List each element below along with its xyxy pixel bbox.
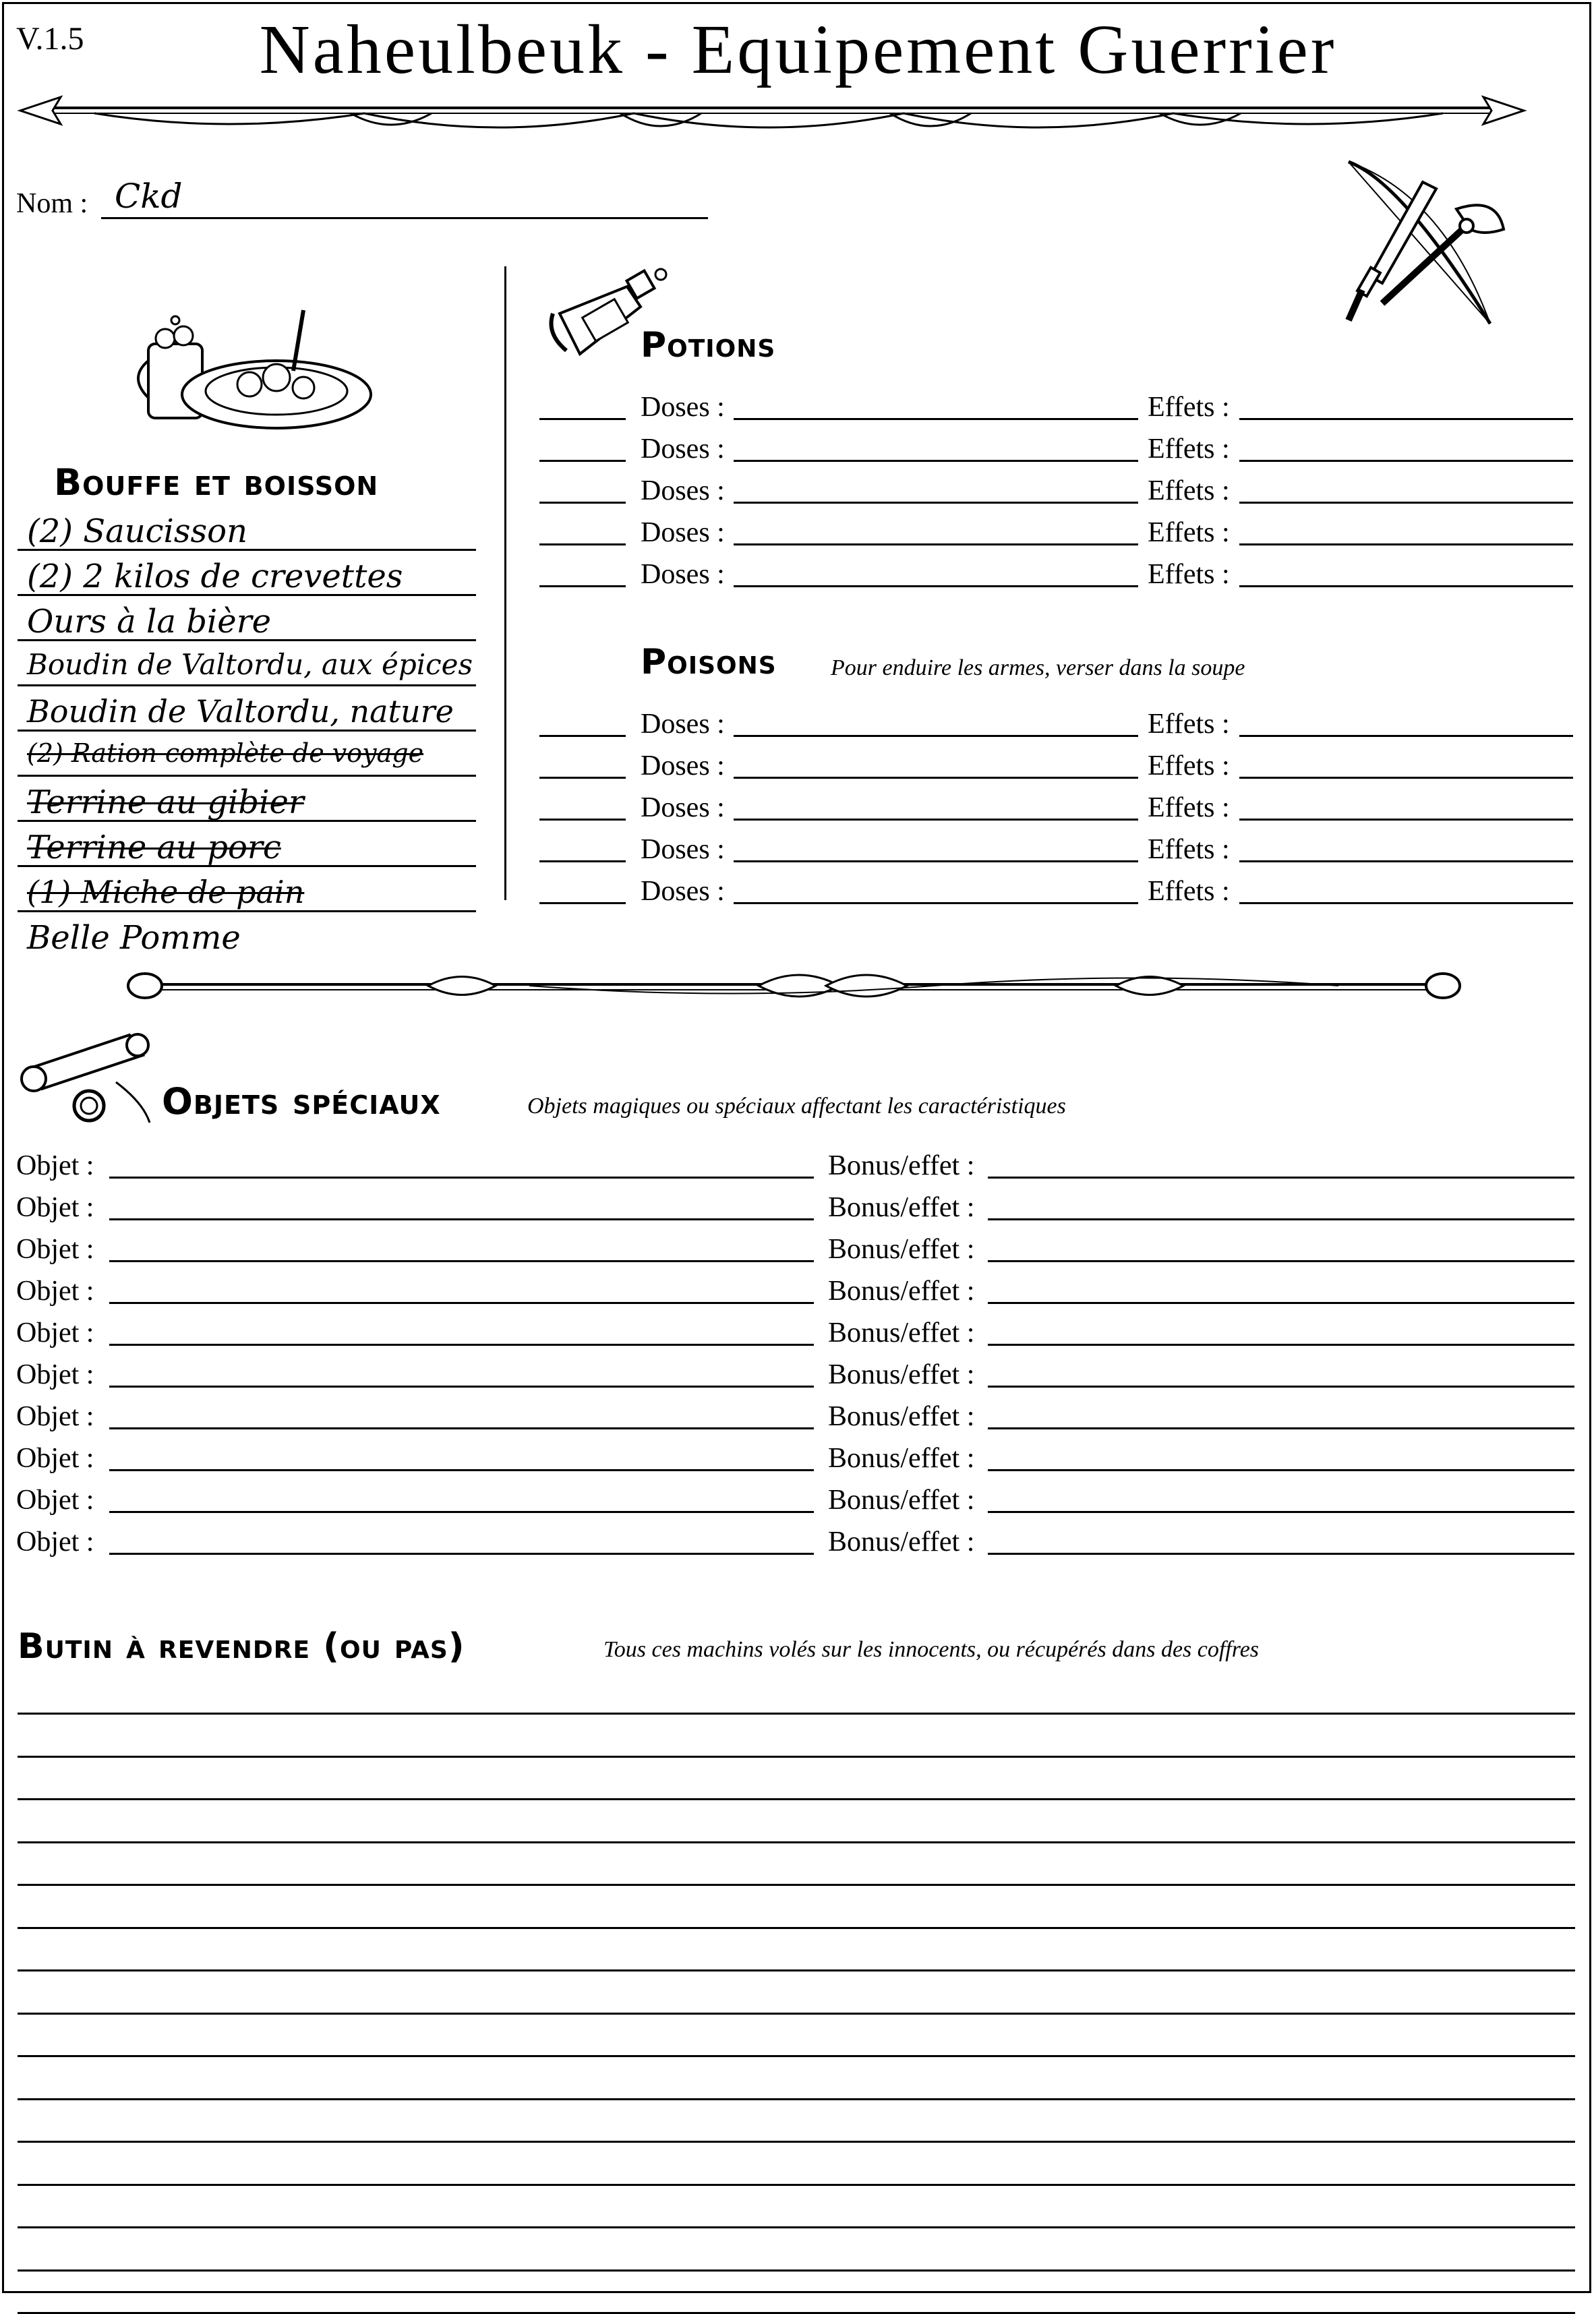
page-title: Naheulbeuk - Equipement Guerrier bbox=[259, 11, 1337, 88]
food-item-line bbox=[18, 865, 476, 867]
objet-label: Objet : bbox=[16, 1443, 94, 1474]
loot-line[interactable] bbox=[18, 2226, 1575, 2228]
doses-field[interactable] bbox=[734, 502, 1138, 504]
effets-label: Effets : bbox=[1148, 709, 1230, 740]
objet-field[interactable] bbox=[109, 1302, 814, 1304]
food-item-line bbox=[18, 594, 476, 596]
objet-field[interactable] bbox=[109, 1218, 814, 1220]
quantity-blank[interactable] bbox=[539, 777, 626, 779]
objet-field[interactable] bbox=[109, 1427, 814, 1429]
loot-line[interactable] bbox=[18, 1841, 1575, 1843]
food-title: Bouffe et boisson bbox=[54, 461, 379, 504]
bonus-label: Bonus/effet : bbox=[828, 1150, 975, 1181]
bonus-field[interactable] bbox=[988, 1218, 1574, 1220]
loot-line[interactable] bbox=[18, 2141, 1575, 2143]
loot-line[interactable] bbox=[18, 2013, 1575, 2015]
loot-line[interactable] bbox=[18, 2270, 1575, 2272]
bonus-label: Bonus/effet : bbox=[828, 1317, 975, 1348]
effets-field[interactable] bbox=[1239, 860, 1573, 862]
effets-label: Effets : bbox=[1148, 750, 1230, 781]
potions-title: Potions bbox=[641, 325, 776, 365]
scroll-ring-icon bbox=[15, 1028, 156, 1129]
quantity-blank[interactable] bbox=[539, 902, 626, 904]
bonus-field[interactable] bbox=[988, 1260, 1574, 1262]
food-item[interactable]: Terrine au gibier bbox=[27, 783, 304, 821]
food-item[interactable]: (2) 2 kilos de crevettes bbox=[27, 558, 403, 595]
food-item[interactable]: Terrine au porc bbox=[27, 829, 281, 866]
objet-field[interactable] bbox=[109, 1386, 814, 1388]
name-underline bbox=[101, 217, 708, 219]
effets-field[interactable] bbox=[1239, 418, 1573, 420]
loot-subtitle: Tous ces machins volés sur les innocents, ou récupérés dans des coffres bbox=[603, 1637, 1260, 1662]
loot-line[interactable] bbox=[18, 2184, 1575, 2186]
doses-label: Doses : bbox=[641, 559, 725, 590]
food-item[interactable]: Ours à la bière bbox=[27, 603, 272, 641]
special-title: Objets spéciaux bbox=[162, 1080, 441, 1123]
objet-field[interactable] bbox=[109, 1177, 814, 1179]
bonus-label: Bonus/effet : bbox=[828, 1192, 975, 1223]
objet-label: Objet : bbox=[16, 1526, 94, 1558]
doses-field[interactable] bbox=[734, 735, 1138, 737]
food-item-line bbox=[18, 549, 476, 551]
bonus-label: Bonus/effet : bbox=[828, 1276, 975, 1307]
bonus-label: Bonus/effet : bbox=[828, 1234, 975, 1265]
effets-field[interactable] bbox=[1239, 543, 1573, 545]
crossed-weapons-icon bbox=[1322, 155, 1524, 337]
bonus-label: Bonus/effet : bbox=[828, 1443, 975, 1474]
effets-label: Effets : bbox=[1148, 834, 1230, 865]
doses-field[interactable] bbox=[734, 418, 1138, 420]
spear-divider-icon bbox=[13, 88, 1531, 148]
bonus-label: Bonus/effet : bbox=[828, 1526, 975, 1558]
food-item-line bbox=[18, 639, 476, 641]
poisons-subtitle: Pour enduire les armes, verser dans la soupe bbox=[831, 655, 1245, 680]
effets-field[interactable] bbox=[1239, 460, 1573, 462]
loot-line[interactable] bbox=[18, 1884, 1575, 1886]
bonus-label: Bonus/effet : bbox=[828, 1359, 975, 1390]
effets-label: Effets : bbox=[1148, 434, 1230, 465]
bonus-field[interactable] bbox=[988, 1344, 1574, 1346]
effets-field[interactable] bbox=[1239, 502, 1573, 504]
effets-label: Effets : bbox=[1148, 876, 1230, 907]
special-subtitle: Objets magiques ou spéciaux affectant les caractéristiques bbox=[527, 1094, 1066, 1119]
food-item[interactable]: (1) Miche de pain bbox=[27, 874, 305, 910]
loot-line[interactable] bbox=[18, 2098, 1575, 2100]
quantity-blank[interactable] bbox=[539, 819, 626, 821]
objet-field[interactable] bbox=[109, 1260, 814, 1262]
quantity-blank[interactable] bbox=[539, 418, 626, 420]
loot-line[interactable] bbox=[18, 1713, 1575, 1715]
objet-label: Objet : bbox=[16, 1234, 94, 1265]
loot-title: Butin à revendre (ou pas) bbox=[18, 1626, 465, 1667]
doses-label: Doses : bbox=[641, 392, 725, 423]
doses-label: Doses : bbox=[641, 792, 725, 823]
loot-line[interactable] bbox=[18, 2055, 1575, 2057]
doses-field[interactable] bbox=[734, 860, 1138, 862]
effets-field[interactable] bbox=[1239, 777, 1573, 779]
bonus-field[interactable] bbox=[988, 1386, 1574, 1388]
doses-label: Doses : bbox=[641, 876, 725, 907]
quantity-blank[interactable] bbox=[539, 585, 626, 587]
name-label: Nom : bbox=[16, 188, 88, 219]
doses-field[interactable] bbox=[734, 460, 1138, 462]
food-item[interactable]: Belle Pomme bbox=[27, 919, 241, 957]
objet-label: Objet : bbox=[16, 1276, 94, 1307]
column-divider bbox=[504, 266, 506, 900]
poisons-title: Poisons bbox=[641, 642, 777, 682]
doses-label: Doses : bbox=[641, 750, 725, 781]
bonus-label: Bonus/effet : bbox=[828, 1485, 975, 1516]
loot-line[interactable] bbox=[18, 1756, 1575, 1758]
quantity-blank[interactable] bbox=[539, 735, 626, 737]
loot-line[interactable] bbox=[18, 1969, 1575, 1971]
food-item-line bbox=[18, 910, 476, 912]
version-label: V.1.5 bbox=[16, 21, 84, 57]
doses-field[interactable] bbox=[734, 777, 1138, 779]
food-item-line bbox=[18, 730, 476, 732]
quantity-blank[interactable] bbox=[539, 460, 626, 462]
objet-label: Objet : bbox=[16, 1192, 94, 1223]
objet-field[interactable] bbox=[109, 1553, 814, 1555]
food-item-line bbox=[18, 684, 476, 686]
objet-label: Objet : bbox=[16, 1317, 94, 1348]
effets-label: Effets : bbox=[1148, 392, 1230, 423]
food-platter-icon bbox=[135, 297, 378, 438]
objet-field[interactable] bbox=[109, 1344, 814, 1346]
doses-label: Doses : bbox=[641, 517, 725, 548]
effets-label: Effets : bbox=[1148, 475, 1230, 506]
doses-field[interactable] bbox=[734, 819, 1138, 821]
quantity-blank[interactable] bbox=[539, 543, 626, 545]
objet-label: Objet : bbox=[16, 1150, 94, 1181]
effets-label: Effets : bbox=[1148, 559, 1230, 590]
doses-label: Doses : bbox=[641, 709, 725, 740]
effets-label: Effets : bbox=[1148, 517, 1230, 548]
bonus-field[interactable] bbox=[988, 1553, 1574, 1555]
objet-field[interactable] bbox=[109, 1511, 814, 1513]
bonus-field[interactable] bbox=[988, 1427, 1574, 1429]
doses-label: Doses : bbox=[641, 834, 725, 865]
doses-label: Doses : bbox=[641, 434, 725, 465]
bonus-label: Bonus/effet : bbox=[828, 1401, 975, 1432]
loot-line[interactable] bbox=[18, 1927, 1575, 1929]
effets-field[interactable] bbox=[1239, 902, 1573, 904]
food-item[interactable]: Boudin de Valtordu, nature bbox=[27, 693, 454, 730]
effets-field[interactable] bbox=[1239, 819, 1573, 821]
food-item-line bbox=[18, 775, 476, 777]
name-value[interactable]: Ckd bbox=[115, 177, 183, 216]
food-item-line bbox=[18, 820, 476, 822]
loot-line[interactable] bbox=[18, 1798, 1575, 1800]
staff-divider-icon bbox=[125, 961, 1463, 1008]
food-item[interactable]: Boudin de Valtordu, aux épices bbox=[27, 648, 473, 681]
objet-label: Objet : bbox=[16, 1485, 94, 1516]
quantity-blank[interactable] bbox=[539, 860, 626, 862]
bonus-field[interactable] bbox=[988, 1511, 1574, 1513]
quantity-blank[interactable] bbox=[539, 502, 626, 504]
bonus-field[interactable] bbox=[988, 1469, 1574, 1471]
effets-label: Effets : bbox=[1148, 792, 1230, 823]
doses-field[interactable] bbox=[734, 585, 1138, 587]
objet-field[interactable] bbox=[109, 1469, 814, 1471]
objet-label: Objet : bbox=[16, 1359, 94, 1390]
effets-field[interactable] bbox=[1239, 735, 1573, 737]
doses-field[interactable] bbox=[734, 543, 1138, 545]
food-item[interactable]: (2) Ration complète de voyage bbox=[27, 738, 424, 768]
bonus-field[interactable] bbox=[988, 1177, 1574, 1179]
food-item[interactable]: (2) Saucisson bbox=[27, 512, 247, 550]
effets-field[interactable] bbox=[1239, 585, 1573, 587]
bonus-field[interactable] bbox=[988, 1302, 1574, 1304]
doses-label: Doses : bbox=[641, 475, 725, 506]
objet-label: Objet : bbox=[16, 1401, 94, 1432]
doses-field[interactable] bbox=[734, 902, 1138, 904]
